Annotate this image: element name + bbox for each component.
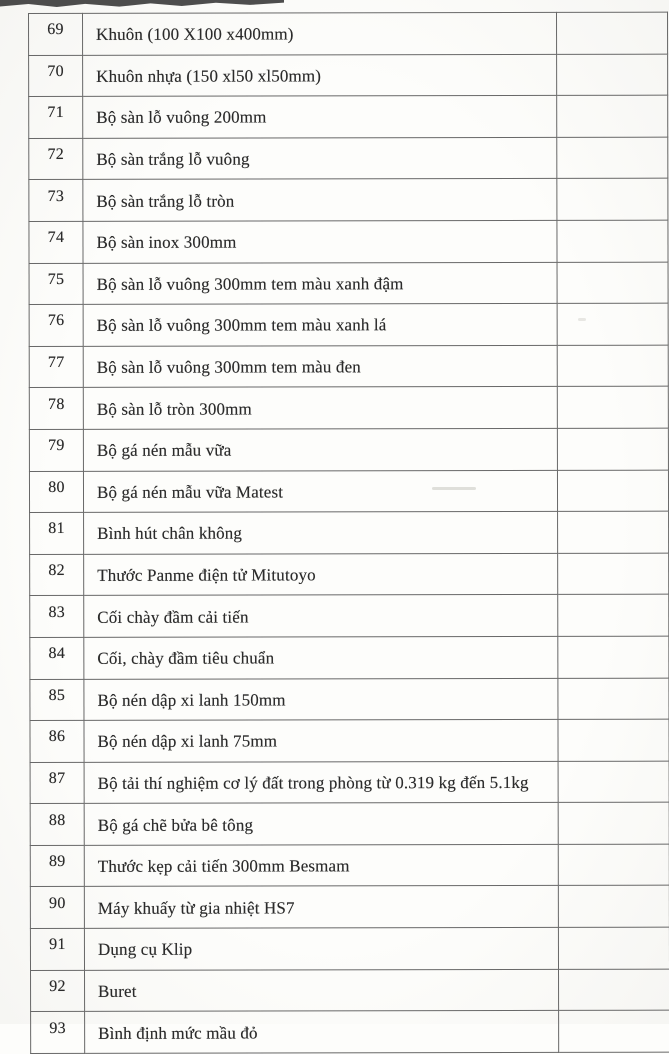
item-name: Bộ gá chẽ bửa bê tông [97, 815, 254, 835]
table-row [29, 387, 668, 430]
row-number: 87 [48, 769, 66, 787]
item-name: Bộ sàn lỗ vuông 300mm tem màu xanh đậm [96, 274, 404, 294]
table-row [29, 179, 668, 222]
empty-cell [558, 678, 669, 720]
row-number: 76 [47, 312, 65, 330]
table-row [30, 802, 669, 845]
row-number: 78 [47, 395, 65, 413]
empty-cell [558, 802, 669, 844]
item-name: Bộ sàn trắng lỗ vuông [96, 149, 250, 169]
item-name-cell [84, 803, 558, 846]
item-name-cell [83, 428, 557, 471]
row-number: 89 [48, 853, 66, 871]
item-name: Buret [98, 981, 137, 1001]
item-name: Bộ nén dập xi lanh 150mm [97, 690, 286, 710]
item-name-cell [85, 1011, 559, 1054]
item-name-cell [83, 304, 557, 347]
table-row [30, 844, 669, 887]
item-name: Thước kẹp cải tiến 300mm Besmam [97, 856, 350, 877]
empty-cell [558, 761, 669, 803]
row-number: 74 [47, 229, 65, 247]
row-number-cell [30, 596, 84, 638]
item-name-cell [84, 636, 558, 679]
empty-cell [558, 927, 669, 969]
table-row [29, 54, 668, 97]
item-name-cell [84, 761, 558, 804]
item-name: Bộ sàn lỗ vuông 300mm tem màu đen [96, 357, 361, 377]
row-number-cell [29, 97, 83, 139]
item-name: Bình hút chân không [97, 523, 243, 544]
item-name-cell [83, 345, 557, 388]
empty-cell [556, 12, 667, 54]
row-number-cell [29, 263, 83, 305]
row-number: 85 [48, 686, 66, 704]
table-row [31, 969, 669, 1012]
item-name: Bộ gá nén mẫu vữa Matest [96, 482, 284, 502]
row-number-cell [31, 1012, 85, 1054]
row-number: 84 [48, 645, 66, 663]
table-row [30, 719, 669, 762]
item-name: Máy khuấy từ gia nhiệt HS7 [97, 898, 295, 918]
row-number-cell [30, 928, 84, 970]
item-name: Bộ sàn lỗ vuông 200mm [96, 107, 267, 128]
empty-cell [557, 470, 668, 512]
row-number: 81 [48, 520, 65, 538]
item-name-cell [83, 470, 557, 513]
item-name-cell [84, 512, 558, 555]
table-row [30, 511, 669, 554]
empty-cell [557, 345, 668, 387]
table-row [30, 886, 669, 929]
item-name-cell [84, 844, 558, 887]
row-number: 93 [49, 1019, 66, 1037]
empty-cell [558, 511, 669, 553]
table-row [30, 761, 669, 804]
empty-cell [558, 844, 669, 886]
empty-cell [557, 220, 668, 262]
row-number-cell [30, 845, 84, 887]
row-number-cell [30, 679, 84, 721]
item-name-cell [83, 220, 557, 263]
item-name: Cối chày đầm cải tiến [97, 607, 249, 627]
empty-cell [557, 95, 668, 137]
empty-cell [558, 886, 669, 928]
row-number: 83 [48, 603, 66, 621]
item-name: Khuôn (100 X100 x400mm) [96, 24, 294, 45]
item-name-cell [83, 137, 557, 180]
row-number-cell [30, 637, 84, 679]
row-number: 79 [48, 437, 65, 455]
row-number-cell [29, 55, 83, 97]
empty-cell [558, 553, 669, 595]
row-number-cell [29, 429, 83, 471]
item-name-cell [84, 595, 558, 638]
row-number-cell [30, 720, 84, 762]
table-row [29, 345, 668, 388]
equipment-table-body [29, 12, 669, 1053]
row-number-cell [29, 471, 83, 513]
row-number-cell [29, 138, 83, 180]
item-name-cell [83, 12, 557, 55]
table-row [30, 594, 669, 637]
scan-artifact-top [0, 0, 284, 7]
item-name: Dụng cụ Klip [97, 940, 193, 960]
row-number: 72 [47, 146, 65, 164]
empty-cell [557, 303, 668, 345]
table-row [29, 262, 668, 305]
row-number-cell [30, 513, 84, 555]
row-number-cell [29, 13, 83, 55]
row-number-cell [29, 346, 83, 388]
table-row [30, 636, 669, 679]
item-name: Khuôn nhựa (150 xl50 xl50mm) [96, 66, 322, 86]
item-name: Bộ nén dập xi lanh 75mm [97, 731, 278, 752]
item-name-cell [84, 927, 558, 970]
table-row [30, 678, 669, 721]
item-name: Cối, chày đầm tiêu chuẩn [97, 648, 275, 669]
row-number: 70 [47, 62, 64, 80]
item-name-cell [84, 553, 558, 596]
row-number-cell [30, 887, 84, 929]
row-number-cell [30, 554, 84, 596]
empty-cell [558, 594, 669, 636]
item-name-cell [83, 54, 557, 97]
empty-cell [557, 179, 668, 221]
empty-cell [558, 636, 669, 678]
item-name: Bộ sàn inox 300mm [96, 232, 237, 253]
row-number-cell [29, 221, 83, 263]
table-row [29, 303, 668, 346]
row-number-cell [29, 388, 83, 430]
table-row [29, 12, 668, 55]
row-number-cell [29, 305, 83, 347]
row-number-cell [29, 180, 83, 222]
item-name: Bộ sàn lỗ tròn 300mm [96, 399, 252, 419]
table-row [29, 137, 668, 180]
item-name-cell [83, 262, 557, 305]
row-number: 75 [47, 270, 65, 288]
table-row [29, 95, 668, 138]
item-name: Bộ gá nén mẫu vữa [96, 440, 232, 461]
item-name: Thước Panme điện tử Mitutoyo [97, 565, 316, 585]
row-number: 80 [48, 478, 65, 496]
item-name-cell [84, 719, 558, 762]
empty-cell [559, 1010, 669, 1052]
row-number-cell [30, 762, 84, 804]
empty-cell [557, 137, 668, 179]
empty-cell [558, 719, 669, 761]
table-row [29, 220, 668, 263]
row-number: 91 [49, 936, 66, 954]
table-row [29, 428, 668, 471]
item-name: Bình định mức mầu đỏ [98, 1023, 258, 1043]
row-number: 82 [48, 561, 65, 579]
item-name: Bộ tải thí nghiệm cơ lý đất trong phòng từ 0.319 kg đến 5.1kg [97, 772, 529, 793]
row-number: 77 [47, 353, 65, 372]
row-number-cell [30, 804, 84, 846]
row-number: 71 [47, 104, 65, 122]
row-number: 90 [49, 894, 66, 912]
row-number: 86 [48, 728, 66, 746]
item-name-cell [83, 96, 557, 139]
table-row [30, 553, 669, 596]
row-number: 92 [49, 977, 66, 995]
table-row [30, 927, 669, 970]
row-number-cell [31, 970, 85, 1012]
table-row [29, 470, 668, 513]
row-number: 88 [48, 811, 66, 829]
row-number: 73 [47, 187, 65, 205]
item-name-cell [84, 678, 558, 721]
row-number: 69 [47, 21, 64, 39]
item-name-cell [83, 387, 557, 430]
empty-cell [557, 428, 668, 470]
empty-cell [557, 54, 668, 96]
table-row [31, 1010, 669, 1053]
item-name: Bộ sàn trắng lỗ tròn [96, 191, 235, 211]
item-name: Bộ sàn lỗ vuông 300mm tem màu xanh lá [96, 315, 387, 336]
empty-cell [559, 969, 669, 1011]
item-name-cell [85, 969, 559, 1012]
empty-cell [557, 387, 668, 429]
item-name-cell [84, 886, 558, 929]
item-name-cell [83, 179, 557, 222]
empty-cell [557, 262, 668, 304]
equipment-table [28, 12, 669, 1054]
